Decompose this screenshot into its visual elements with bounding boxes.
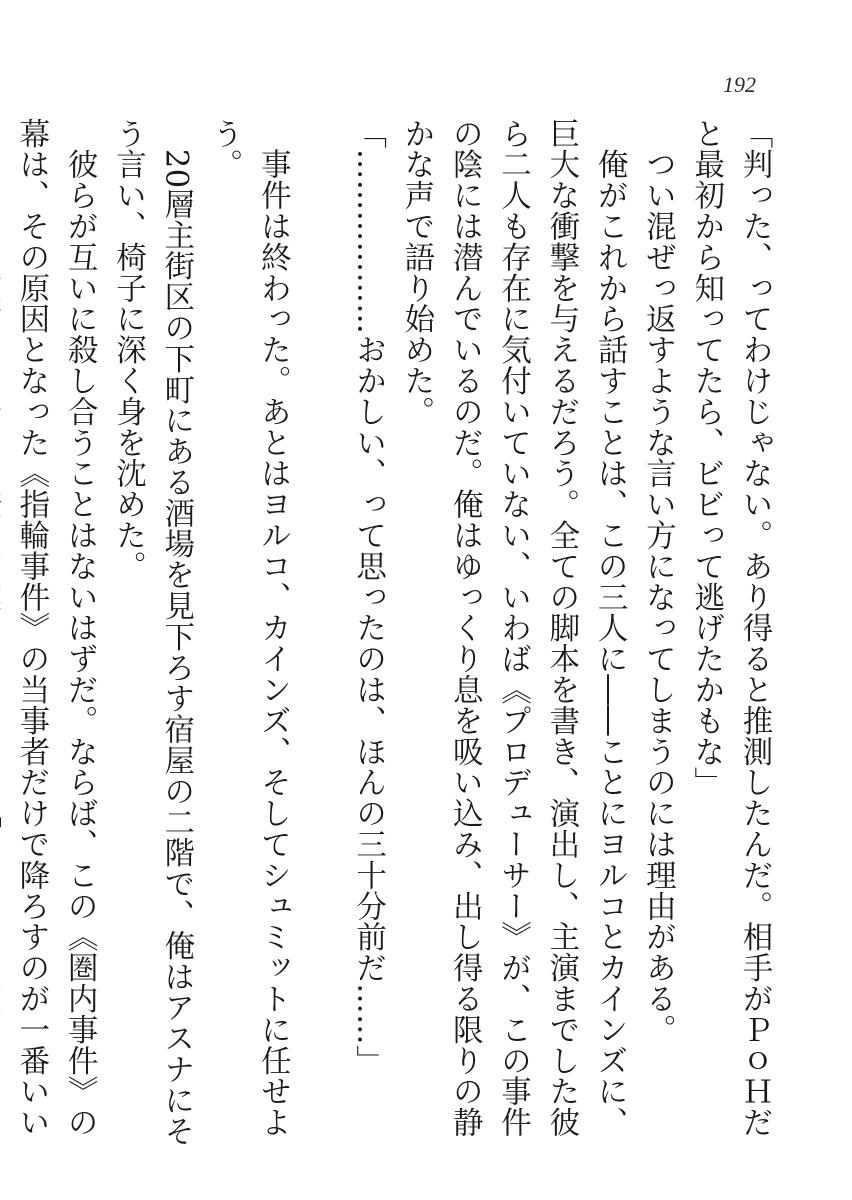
paragraph-7: 彼らが互いに殺し合うことはないはずだ。ならば、この《圏内事件》の幕は、その原因となった《指輪事件》の当事者だけで降ろすのが一番いい bbox=[13, 118, 98, 1138]
paragraph-dialogue-1: 「判った、ってわけじゃない。あり得ると推測したんだ。相手がＰｏＨだと最初から知ってたら、ビビって逃げたかもな」 bbox=[688, 118, 772, 1138]
paragraph-2: つい混ぜっ返すような言い方になってしまうのには理由がある。 bbox=[640, 118, 676, 1045]
page-number: 192 bbox=[723, 72, 756, 97]
paragraph-5: 事件は終わった。あとはヨルコ、カインズ、そしてシュミットに任せよう。 bbox=[207, 118, 291, 1138]
novel-body-text bbox=[13, 118, 778, 1158]
section-break bbox=[296, 118, 343, 1158]
paragraph-dialogue-2: 「………………おかしい、って思ったのは、ほんの三十分前だ……」 bbox=[350, 118, 386, 1076]
paragraph-6: 20層主街区の下町にある酒場を見下ろす宿屋の二階で、俺はアスナにそう言い、椅子に深く身を沈めた。 bbox=[110, 118, 194, 1147]
paragraph-3: 俺がこれから話すことは、この三人に――ことにヨルコとカインズに、巨大な衝撃を与えるだろう。全ての脚本を書き、演出し、主演までした彼ら二人も存在に気付いていない、いわば《プロデューサー》が、この事件の陰には潜んでいるのだ。俺はゆっくり息を吸い込み、出し得る限りの静かな声で語り始めた。 bbox=[398, 118, 628, 1138]
